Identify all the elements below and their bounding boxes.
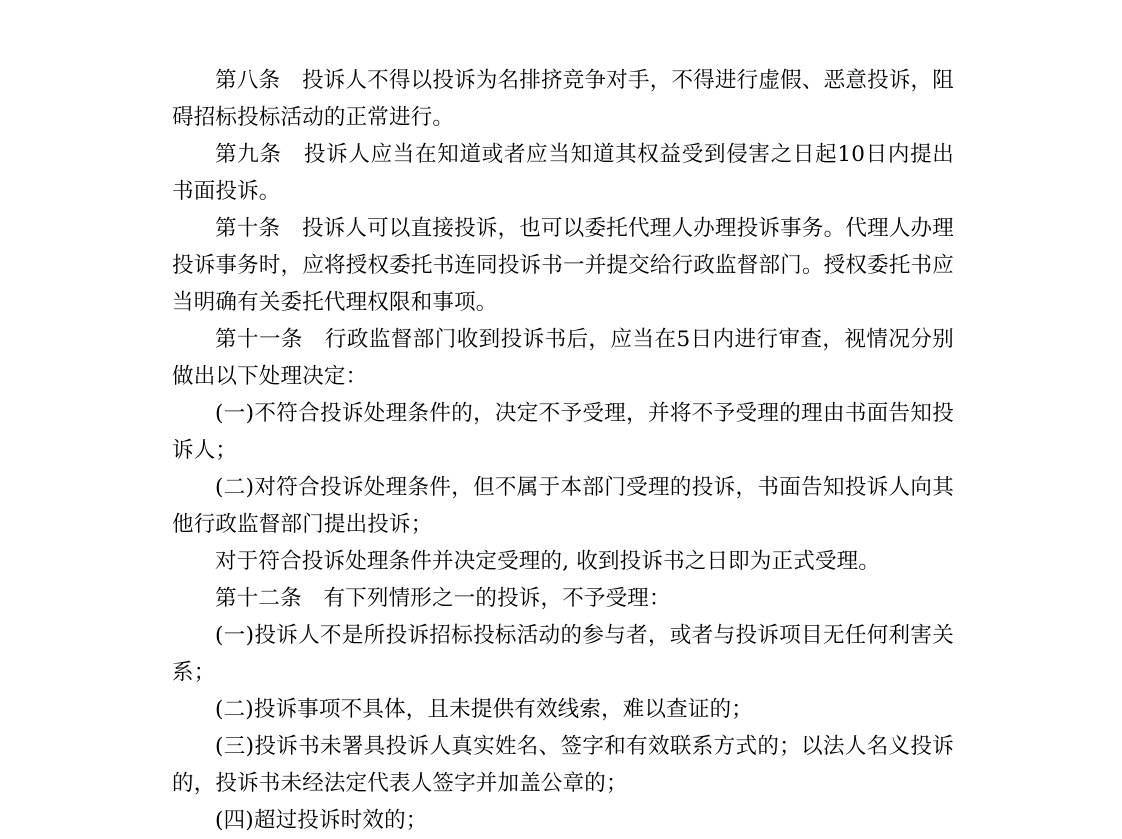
paragraph-article-10: 第十条 投诉人可以直接投诉，也可以委托代理人办理投诉事务。代理人办理投诉事务时，应将授权委托书连同投诉书一并提交给行政监督部门。授权委托书应当明确有关委托代理权限和事项。 <box>172 216 954 315</box>
document-body <box>172 62 954 839</box>
paragraph-article-12-item-4: (四)超过投诉时效的； <box>215 808 428 833</box>
paragraph-article-12: 第十二条 有下列情形之一的投诉，不予受理： <box>215 586 671 611</box>
paragraph-article-12-item-3: (三)投诉书未署具投诉人真实姓名、签字和有效联系方式的；以法人名义投诉的，投诉书未经法定代表人签字并加盖公章的； <box>172 734 954 796</box>
paragraph-article-9: 第九条 投诉人应当在知道或者应当知道其权益受到侵害之日起10日内提出书面投诉。 <box>172 142 954 204</box>
paragraph-article-11-item-1: (一)不符合投诉处理条件的，决定不予受理，并将不予受理的理由书面告知投诉人； <box>172 401 954 463</box>
paragraph-article-11-note: 对于符合投诉处理条件并决定受理的, 收到投诉书之日即为正式受理。 <box>215 549 881 574</box>
paragraph-article-8: 第八条 投诉人不得以投诉为名排挤竞争对手，不得进行虚假、恶意投诉，阻碍招标投标活动的正常进行。 <box>172 68 954 130</box>
paragraph-article-12-item-1: (一)投诉人不是所投诉招标投标活动的参与者，或者与投诉项目无任何利害关系； <box>172 623 954 685</box>
paragraph-article-12-item-2: (二)投诉事项不具体，且未提供有效线索，难以查证的； <box>215 697 753 722</box>
paragraph-article-11-item-2: (二)对符合投诉处理条件，但不属于本部门受理的投诉，书面告知投诉人向其他行政监督部门提出投诉； <box>172 475 954 537</box>
paragraph-article-11: 第十一条 行政监督部门收到投诉书后，应当在5日内进行审查，视情况分别做出以下处理决定： <box>172 327 954 389</box>
